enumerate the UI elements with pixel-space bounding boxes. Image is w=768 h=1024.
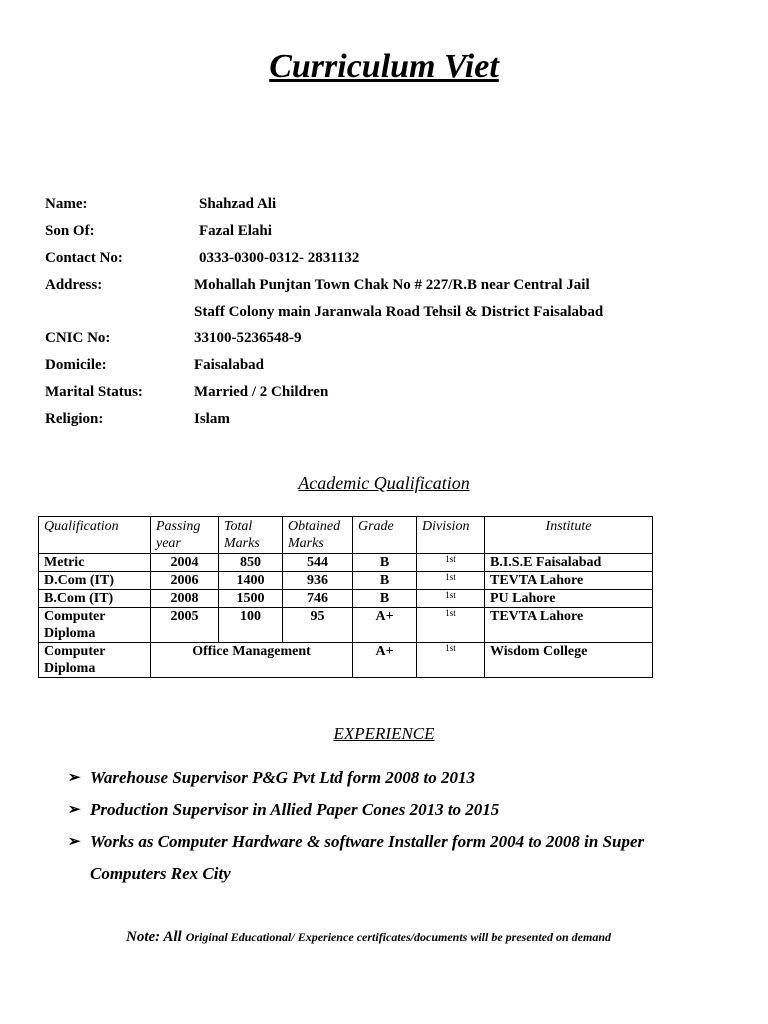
info-value: Shahzad Ali — [199, 196, 277, 212]
info-label: CNIC No: — [45, 330, 111, 346]
header-total-marks: Total Marks — [219, 517, 283, 554]
experience-heading: EXPERIENCE — [333, 724, 435, 743]
cell-year: 2004 — [151, 554, 219, 572]
page-title: Curriculum Viet — [269, 48, 499, 85]
cell-year: 2008 — [151, 590, 219, 608]
header-qualification: Qualification — [39, 517, 151, 554]
division-value: 1st — [445, 608, 456, 618]
cell-obtained: 95 — [283, 608, 353, 643]
cell-obtained: 746 — [283, 590, 353, 608]
header-institute: Institute — [485, 517, 653, 554]
cell-division — [417, 572, 485, 590]
table-row — [39, 554, 653, 572]
cell-total: 850 — [219, 554, 283, 572]
cell-division — [417, 590, 485, 608]
cell-division — [417, 608, 485, 643]
experience-text: Warehouse Supervisor P&G Pvt Ltd form 2008 to 2013 — [90, 768, 476, 787]
header-division: Division — [417, 517, 485, 554]
cell-grade: A+ — [353, 608, 417, 643]
cell-division — [417, 554, 485, 572]
list-item — [68, 762, 708, 794]
header-passing-year: Passing year — [151, 517, 219, 554]
table-row — [39, 572, 653, 590]
cell-division — [417, 643, 485, 678]
info-label: Religion: — [45, 411, 104, 427]
info-label: Address: — [45, 277, 103, 293]
cell-year: 2006 — [151, 572, 219, 590]
info-value: Fazal Elahi — [199, 223, 272, 239]
info-label: Contact No: — [45, 250, 123, 266]
info-value: 33100-5236548-9 — [194, 330, 302, 346]
academic-heading: Academic Qualification — [298, 473, 470, 493]
table-header-row — [39, 517, 653, 554]
cell-year: 2005 — [151, 608, 219, 643]
info-value: Islam — [194, 411, 230, 427]
cell-qualification: Computer Diploma — [39, 643, 151, 678]
list-item — [68, 826, 708, 890]
info-label: Domicile: — [45, 357, 107, 373]
info-value: Married / 2 Children — [194, 384, 329, 400]
note-lead: Note: All — [126, 929, 182, 945]
info-value: 0333-0300-0312- 2831132 — [199, 250, 360, 266]
arrow-bullet-icon: ➢ — [68, 770, 81, 786]
arrow-bullet-icon: ➢ — [68, 834, 81, 850]
info-value: Staff Colony main Jaranwala Road Tehsil & District Faisalabad — [194, 304, 604, 320]
cell-institute: Wisdom College — [485, 643, 653, 678]
cell-institute: B.I.S.E Faisalabad — [485, 554, 653, 572]
division-value: 1st — [445, 643, 456, 653]
note — [126, 928, 611, 946]
arrow-bullet-icon: ➢ — [68, 802, 81, 818]
table-row — [39, 643, 653, 678]
experience-text: Production Supervisor in Allied Paper Cones 2013 to 2015 — [90, 800, 500, 819]
cell-grade: B — [353, 590, 417, 608]
info-label: Marital Status: — [45, 384, 143, 400]
info-label: Son Of: — [45, 223, 95, 239]
experience-text: Works as Computer Hardware & software Installer form 2004 to 2008 in Super Computers Rex City — [90, 832, 645, 883]
table-row — [39, 608, 653, 643]
header-grade: Grade — [353, 517, 417, 554]
note-text: Original Educational/ Experience certificates/documents will be presented on demand — [185, 930, 612, 944]
academic-table — [38, 516, 653, 678]
division-value: 1st — [445, 554, 456, 564]
cell-grade: A+ — [353, 643, 417, 678]
cell-merged-course: Office Management — [151, 643, 353, 678]
list-item — [68, 794, 708, 826]
cell-obtained: 936 — [283, 572, 353, 590]
cell-total: 100 — [219, 608, 283, 643]
cell-grade: B — [353, 554, 417, 572]
cell-obtained: 544 — [283, 554, 353, 572]
info-value: Faisalabad — [194, 357, 265, 373]
division-value: 1st — [445, 572, 456, 582]
cell-total: 1500 — [219, 590, 283, 608]
cell-institute: PU Lahore — [485, 590, 653, 608]
table-row — [39, 590, 653, 608]
cell-total: 1400 — [219, 572, 283, 590]
cell-grade: B — [353, 572, 417, 590]
cell-qualification: D.Com (IT) — [39, 572, 151, 590]
cell-institute: TEVTA Lahore — [485, 572, 653, 590]
division-value: 1st — [445, 590, 456, 600]
cell-institute: TEVTA Lahore — [485, 608, 653, 643]
experience-list — [68, 762, 708, 890]
info-label: Name: — [45, 196, 88, 212]
cell-qualification: Metric — [39, 554, 151, 572]
header-obtained-marks: Obtained Marks — [283, 517, 353, 554]
cell-qualification: B.Com (IT) — [39, 590, 151, 608]
info-value: Mohallah Punjtan Town Chak No # 227/R.B near Central Jail — [194, 277, 590, 293]
cell-qualification: Computer Diploma — [39, 608, 151, 643]
